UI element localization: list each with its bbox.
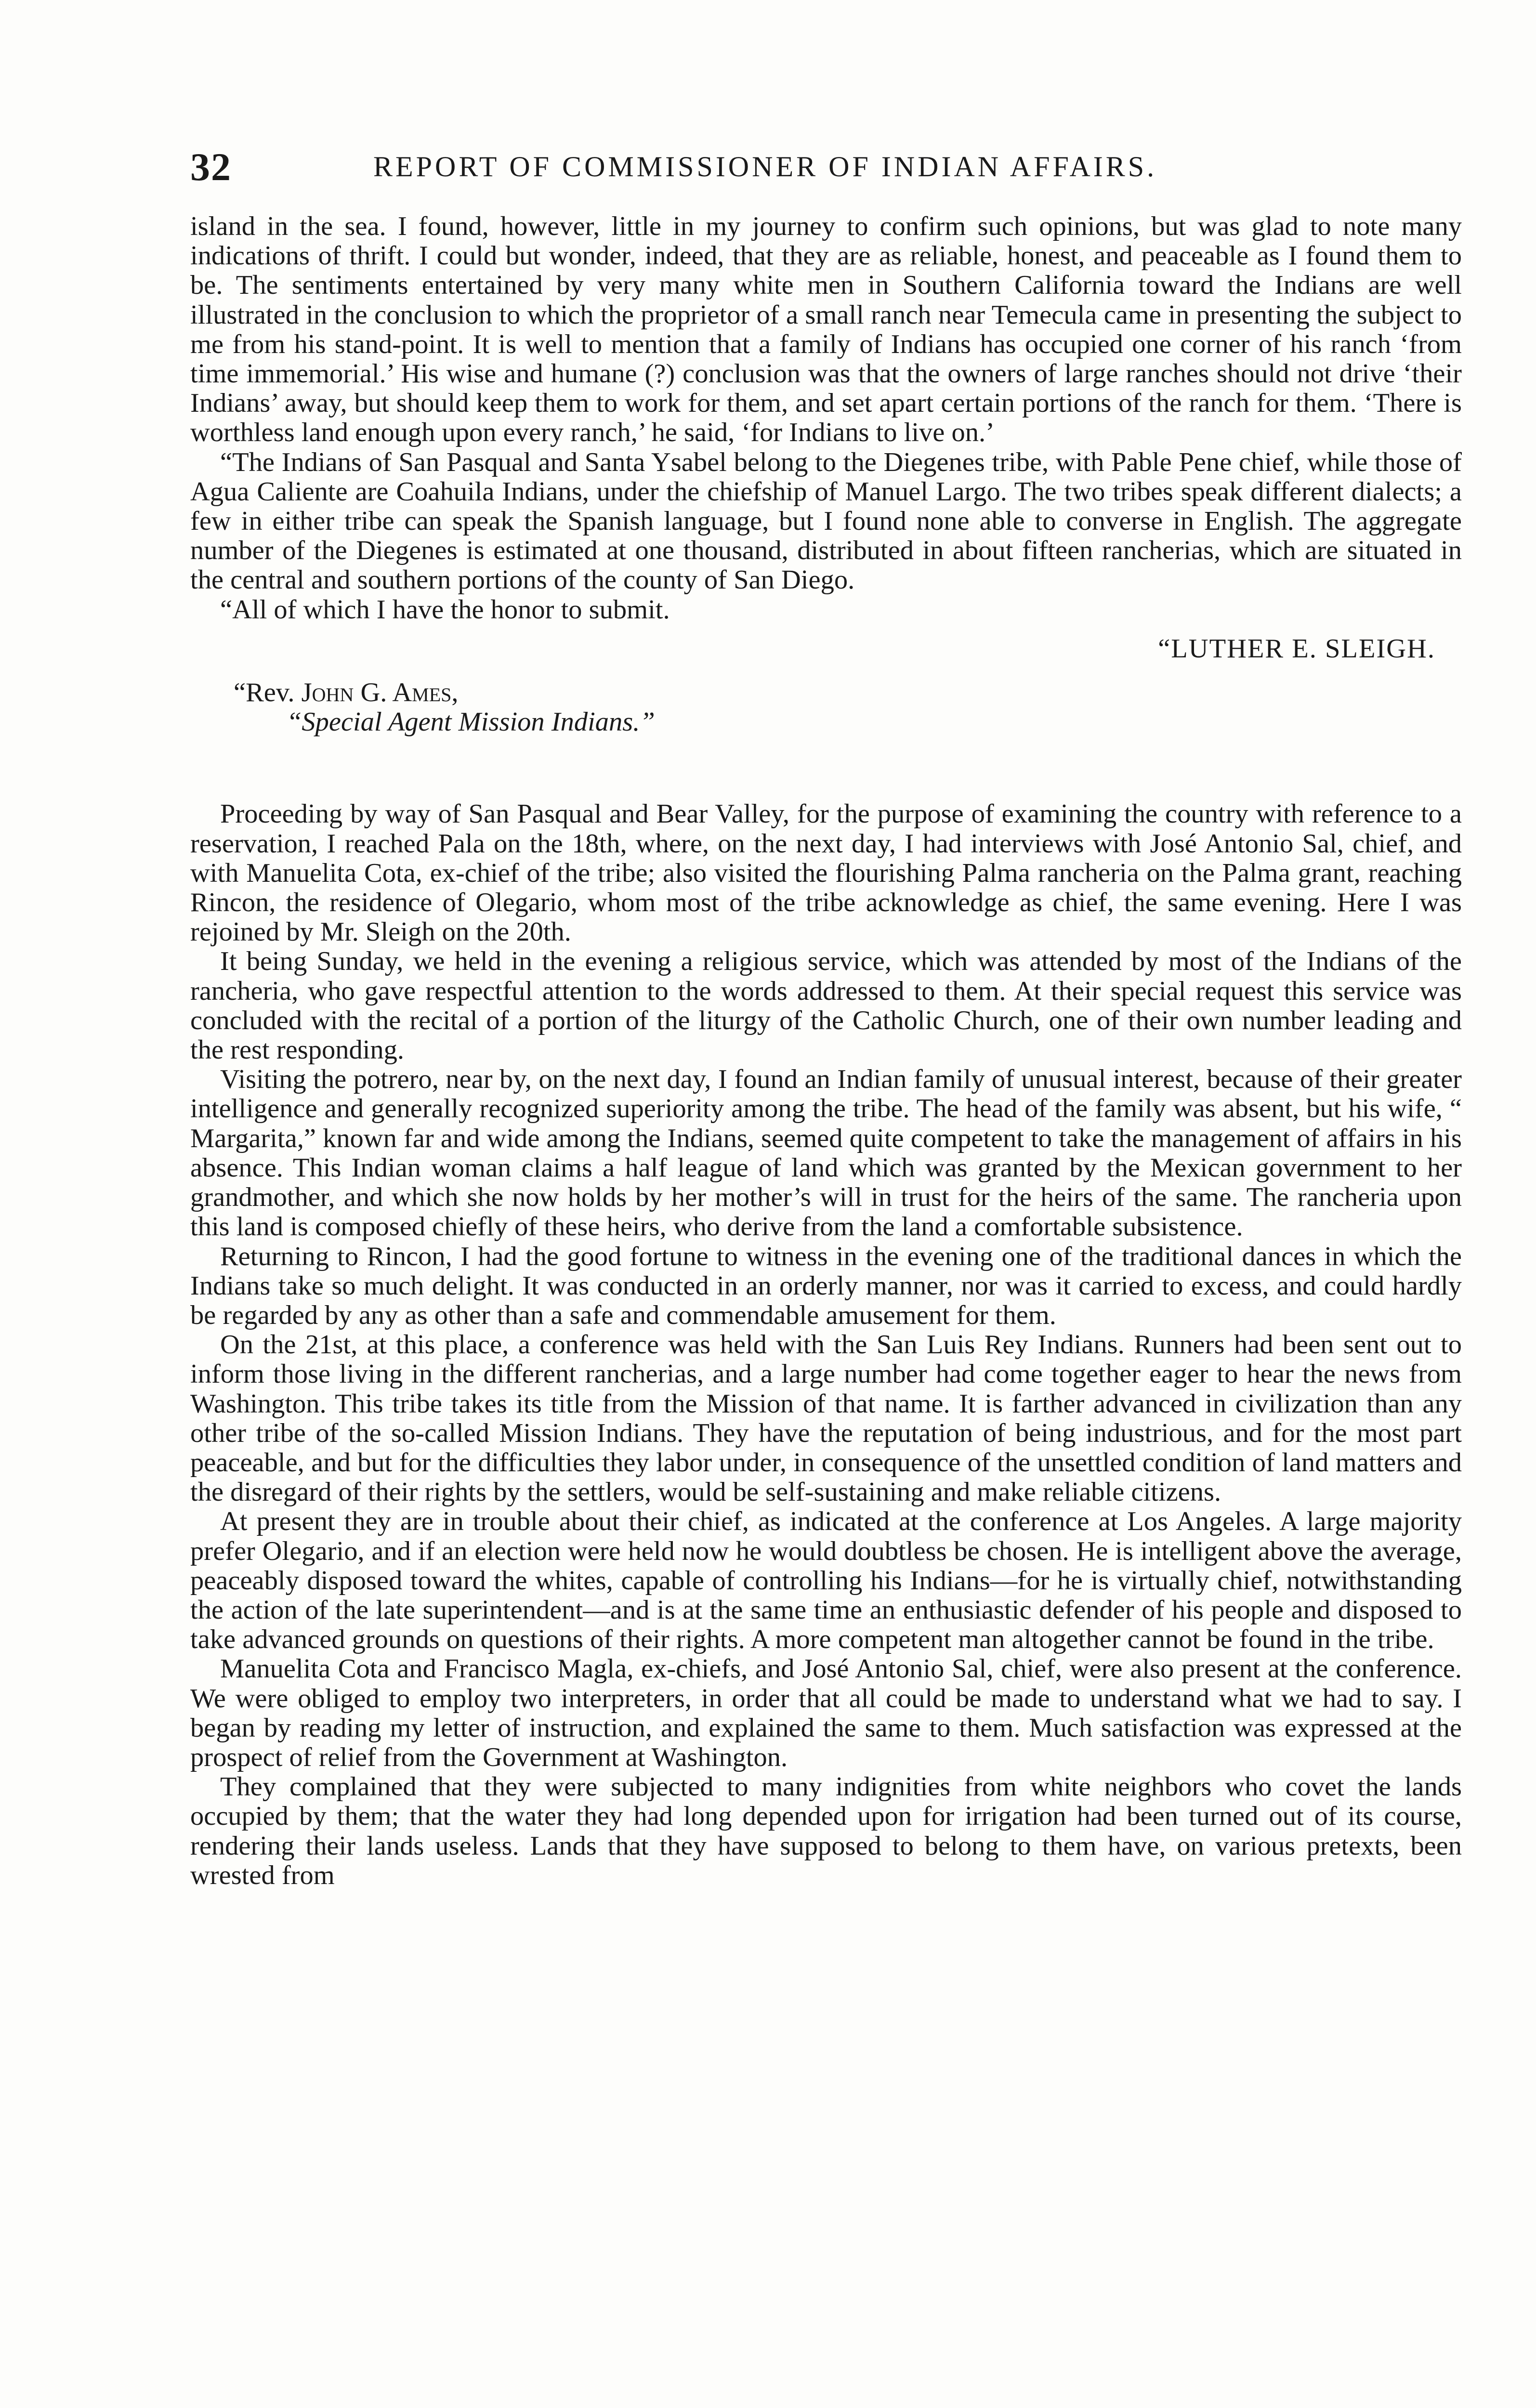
- narrative-paragraph-8: They complained that they were subjected to many indignities from white neighbors who covet the lands occupied by them; that the water they had long depended upon for irrigation had been turned out of its course, rendering their lands useless. Lands that they have supposed to belong to them have, on various pretexts, been wrested from: [190, 1772, 1462, 1890]
- addressee-title: “Special Agent Mission Indians.”: [287, 707, 655, 737]
- letter-signature: “LUTHER E. SLEIGH.: [1158, 633, 1435, 664]
- section-gap: [190, 737, 1462, 799]
- narrative-paragraph-2: It being Sunday, we held in the evening a religious service, which was attended by most of the Indians of the rancheria, who gave respectful attention to the words addressed to them. At their special request this service was concluded with the recital of a portion of the liturgy of the Catholic Church, one of their own number leading and the rest responding.: [190, 946, 1462, 1065]
- narrative-paragraph-6: At present they are in trouble about their chief, as indicated at the conference at Los Angeles. A large majority prefer Olegario, and if an election were held now he would doubtless be chosen. He is intelligent above the average, peaceably disposed toward the whites, capable of controlling his Indians—for he is virtually chief, notwithstanding the action of the late superintendent—and is at the same time an enthusiastic defender of his people and disposed to take advanced grounds on questions of their rights. A more competent man altogether cannot be found in the tribe.: [190, 1506, 1462, 1655]
- page-header: [190, 144, 1351, 197]
- addressee-prefix: “Rev.: [234, 678, 302, 708]
- addressee-name: John G. Ames,: [301, 678, 459, 708]
- letter-addressee: [190, 678, 1462, 707]
- letter-paragraph-3: “All of which I have the honor to submit.: [220, 594, 670, 625]
- letter-paragraph-1: island in the sea. I found, however, little in my journey to confirm such opinions, but was glad to note many indications of thrift. I could but wonder, indeed, that they are as reliable, honest, and peaceable as I found them to be. The sentiments entertained by very many white men in Southern California toward the Indians are well illustrated in the conclusion to which the proprietor of a small ranch near Temecula came in presenting the subject to me from his stand-point. It is well to mention that a family of Indians has occupied one corner of his ranch ‘from time immemorial.’ His wise and humane (?) conclusion was that the owners of large ranches should not drive ‘their Indians’ away, but should keep them to work for them, and set apart certain portions of the ranch for them. ‘There is worthless land enough upon every ranch,’ he said, ‘for Indians to live on.’: [190, 211, 1462, 448]
- letter-paragraph-2: “The Indians of San Pasqual and Santa Ysabel belong to the Diegenes tribe, with Pable Pene chief, while those of Agua Caliente are Coahuila Indians, under the chiefship of Manuel Largo. The two tribes speak different dialects; a few in either tribe can speak the Spanish language, but I found none able to converse in English. The aggregate number of the Diegenes is estimated at one thousand, distributed in about fifteen rancherias, which are situated in the central and southern portions of the county of San Diego.: [190, 447, 1462, 595]
- running-title: REPORT OF COMMISSIONER OF INDIAN AFFAIRS.: [373, 151, 1157, 183]
- body-text: [190, 212, 1462, 1890]
- narrative-paragraph-1: Proceeding by way of San Pasqual and Bear Valley, for the purpose of examining the country with reference to a reservation, I reached Pala on the 18th, where, on the next day, I had interviews with José Antonio Sal, chief, and with Manuelita Cota, ex-chief of the tribe; also visited the flourishing Palma rancheria on the Palma grant, reaching Rincon, the residence of Olegario, whom most of the tribe acknowledge as chief, the same evening. Here I was rejoined by Mr. Sleigh on the 20th.: [190, 799, 1462, 947]
- page-number: 32: [190, 145, 232, 189]
- narrative-paragraph-3: Visiting the potrero, near by, on the next day, I found an Indian family of unusual interest, because of their greater intelligence and generally recognized superiority among the tribe. The head of the family was absent, but his wife, “ Margarita,” known far and wide among the Indians, seemed quite competent to take the management of affairs in his absence. This Indian woman claims a half league of land which was granted by the Mexican government to her grandmother, and which she now holds by her mother’s will in trust for the heirs of the same. The rancheria upon this land is composed chiefly of these heirs, who derive from the land a comfortable subsistence.: [190, 1064, 1462, 1242]
- narrative-paragraph-5: On the 21st, at this place, a conference was held with the San Luis Rey Indians. Runners had been sent out to inform those living in the different rancherias, and a large number had come together eager to hear the news from Washington. This tribe takes its title from the Mission of that name. It is farther advanced in civilization than any other tribe of the so-called Mission Indians. They have the reputation of being industrious, and for the most part peaceable, and but for the difficulties they labor under, in consequence of the unsettled condition of land matters and the disregard of their rights by the settlers, would be self-sustaining and make reliable citizens.: [190, 1330, 1462, 1507]
- narrative-paragraph-4: Returning to Rincon, I had the good fortune to witness in the evening one of the traditional dances in which the Indians take so much delight. It was conducted in an orderly manner, nor was it carried to excess, and could hardly be regarded by any as other than a safe and commendable amusement for them.: [190, 1241, 1462, 1330]
- narrative-paragraph-7: Manuelita Cota and Francisco Magla, ex-chiefs, and José Antonio Sal, chief, were also present at the conference. We were obliged to employ two interpreters, in order that all could be made to understand what we had to say. I began by reading my letter of instruction, and explained the same to them. Much satisfaction was expressed at the prospect of relief from the Government at Washington.: [190, 1654, 1462, 1772]
